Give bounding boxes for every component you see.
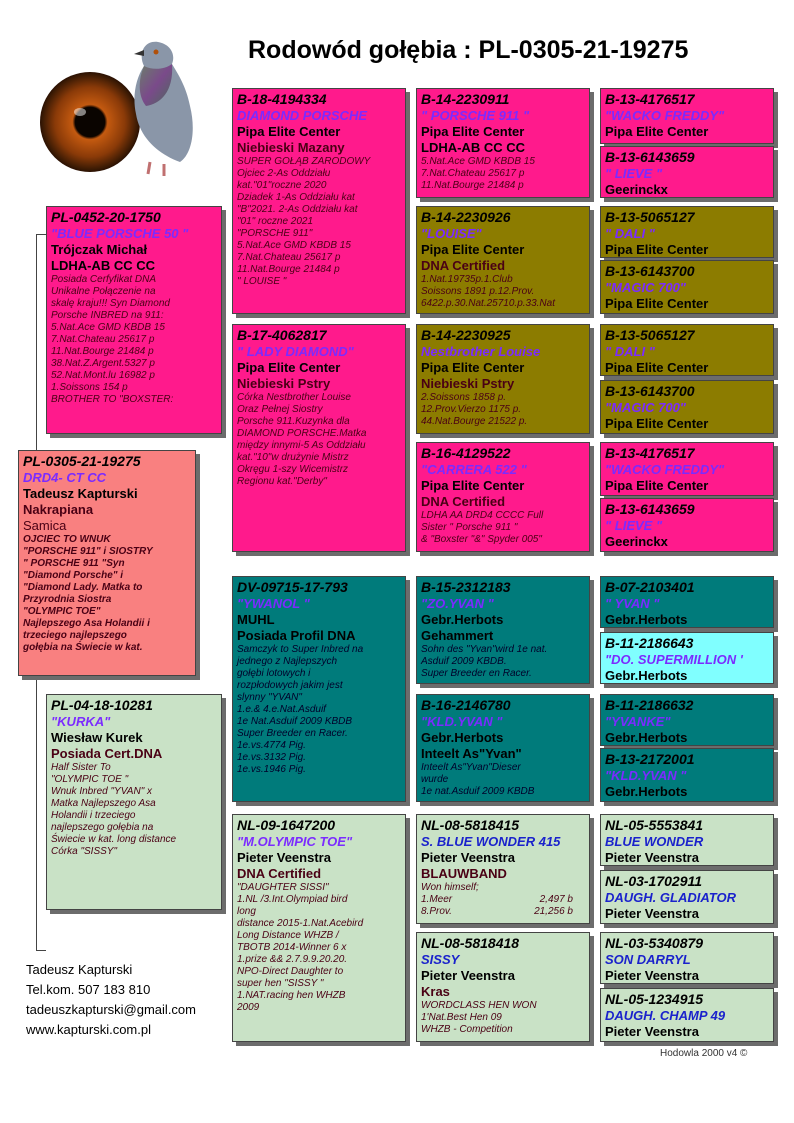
gg-card xyxy=(600,632,774,684)
fff-description: 5.Nat.Ace GMD KBDB 15 7.Nat.Chateau 25617 p 11.Nat.Bourge 21484 p xyxy=(421,156,535,191)
subject-color: Nakrapiana xyxy=(23,502,94,517)
mother-owner: Wiesław Kurek xyxy=(51,730,143,745)
father-description: Posiada Cerfyfikat DNA Unikalne Połączenie na skalę kraju!!! Syn Diamond Porsche INBRED na 911: 5.Nat.Ace GMD KBDB 15 7.Nat.Chateau 25617 p 11.Nat.Bourge 21484 p 38.Nat.Z.Argent.5327 p 52.Nat.Mont.lu 16982 p 1.Soissons 154 p BROTHER TO "BOXSTER: xyxy=(51,274,174,405)
mmf-result-place: 1.Meer xyxy=(421,894,453,905)
fmm-ring: B-16-4129522 xyxy=(421,445,511,461)
mff-description: Sohn des "Yvan"wird 1e nat. Asduif 2009 KBDB. Super Breeder en Racer. xyxy=(421,644,548,679)
ff-ring: B-18-4194334 xyxy=(237,91,327,107)
gg-owner: Pieter Veenstra xyxy=(605,906,699,921)
mm-tag: DNA Certified xyxy=(237,866,322,881)
mmm-description: WORDCLASS HEN WON 1'Nat.Best Hen 09 WHZB - Competition xyxy=(421,1000,537,1035)
mfm-ring: B-16-2146780 xyxy=(421,697,511,713)
gg-owner: Pipa Elite Center xyxy=(605,242,709,257)
father-tag: LDHA-AB CC CC xyxy=(51,258,155,273)
gg-owner: Gebr.Herbots xyxy=(605,668,688,683)
gg-name: " YVAN " xyxy=(605,596,660,611)
subject-description: OJCIEC TO WNUK "PORSCHE 911" i SIOSTRY " PORSCHE 911 "Syn "Diamond Porsche" i "Diamond Lady. Matka to Przyrodnia Siostra "OLYMPIC TOE" Najlepszego Asa Holandii i trzeciego najlepszego gołębia na Świecie w kat. xyxy=(23,534,153,653)
mff-tag: Gehammert xyxy=(421,628,494,643)
gg-ring: NL-03-5340879 xyxy=(605,935,704,951)
gg-name: SON DARRYL xyxy=(605,952,691,967)
gg-owner: Pipa Elite Center xyxy=(605,296,709,311)
subject-ring: PL-0305-21-19275 xyxy=(23,453,141,469)
mff-card xyxy=(416,576,590,684)
subject-name: DRD4- CT CC xyxy=(23,470,107,485)
gg-name: " DALI " xyxy=(605,226,655,241)
fmf-name: Nestbrother Louise xyxy=(421,344,541,359)
mfm-card xyxy=(416,694,590,802)
gg-owner: Pieter Veenstra xyxy=(605,850,699,865)
ff-owner: Pipa Elite Center xyxy=(237,124,341,139)
gg-owner: Geerinckx xyxy=(605,534,668,549)
mm-owner: Pieter Veenstra xyxy=(237,850,331,865)
ffm-ring: B-14-2230926 xyxy=(421,209,511,225)
gg-card xyxy=(600,442,774,496)
gg-card xyxy=(600,324,774,376)
gg-ring: B-13-6143700 xyxy=(605,383,695,399)
gg-card xyxy=(600,814,774,866)
gg-ring: B-11-2186643 xyxy=(605,635,694,651)
gg-card xyxy=(600,498,774,552)
fm-description: Córka Nestbrother Louise Oraz Pełnej Siostry Porsche 911.Kuzynka dla DIAMOND PORSCHE.Matka między innymi-5 As Oddziału kat."10"w drużynie Mistrz Okręgu 1-szy Wicemistrz Regionu kat."Derby" xyxy=(237,392,367,487)
mf-ring: DV-09715-17-793 xyxy=(237,579,348,595)
mf-card xyxy=(232,576,406,802)
gg-name: " LIEVE " xyxy=(605,518,663,533)
mmf-tag: BLAUWBAND xyxy=(421,866,507,881)
mf-tag: Posiada Profil DNA xyxy=(237,628,356,643)
pigeon-eye-logo xyxy=(40,34,200,184)
ff-card xyxy=(232,88,406,314)
ff-tag: Niebieski Mazany xyxy=(237,140,345,155)
father-name: "BLUE PORSCHE 50 " xyxy=(51,226,189,241)
mmf-description: Won himself; xyxy=(421,882,479,893)
fm-card xyxy=(232,324,406,552)
fmm-description: LDHA AA DRD4 CCCC Full Sister " Porsche 911 " & "Boxster "&" Spyder 005" xyxy=(421,510,544,545)
mother-card xyxy=(46,694,222,910)
gg-name: "MAGIC 700" xyxy=(605,400,686,415)
fmm-card xyxy=(416,442,590,552)
mother-name: "KURKA" xyxy=(51,714,111,729)
fmf-tag: Niebieski Pstry xyxy=(421,376,515,391)
gg-ring: NL-05-5553841 xyxy=(605,817,704,833)
fff-name: " PORSCHE 911 " xyxy=(421,108,530,123)
gg-owner: Pipa Elite Center xyxy=(605,478,709,493)
ffm-owner: Pipa Elite Center xyxy=(421,242,525,257)
gg-card xyxy=(600,576,774,628)
father-ring: PL-0452-20-1750 xyxy=(51,209,161,225)
fff-ring: B-14-2230911 xyxy=(421,91,510,107)
gg-owner: Pipa Elite Center xyxy=(605,124,709,139)
footer-version: Hodowla 2000 v4 © xyxy=(660,1048,748,1059)
gg-card xyxy=(600,694,774,746)
gg-ring: B-07-2103401 xyxy=(605,579,695,595)
fmf-card xyxy=(416,324,590,434)
gg-owner: Geerinckx xyxy=(605,182,668,197)
gg-ring: B-13-6143659 xyxy=(605,501,695,517)
subject-sex: Samica xyxy=(23,518,67,533)
gg-ring: B-13-6143659 xyxy=(605,149,695,165)
gg-card xyxy=(600,260,774,314)
mm-card xyxy=(232,814,406,1042)
contact-website[interactable]: www.kapturski.com.pl xyxy=(26,1022,151,1037)
fmf-description: 2.Soissons 1858 p. 12.Prov.Vierzo 1175 p. 44.Nat.Bourge 21522 p. xyxy=(421,392,528,427)
gg-ring: B-13-5065127 xyxy=(605,209,695,225)
gg-name: "MAGIC 700" xyxy=(605,280,686,295)
mmm-owner: Pieter Veenstra xyxy=(421,968,515,983)
gg-name: " DALI " xyxy=(605,344,655,359)
fff-owner: Pipa Elite Center xyxy=(421,124,525,139)
ffm-card xyxy=(416,206,590,314)
gg-ring: B-13-2172001 xyxy=(605,751,695,767)
gg-owner: Pieter Veenstra xyxy=(605,968,699,983)
gg-card xyxy=(600,146,774,198)
gg-name: "YVANKE" xyxy=(605,714,671,729)
gg-card xyxy=(600,206,774,258)
mmf-result-place: 8.Prov. xyxy=(421,906,452,917)
gg-card xyxy=(600,380,774,434)
connector-line xyxy=(36,950,46,951)
ffm-name: "LOUISE" xyxy=(421,226,482,241)
mfm-tag: Inteelt As"Yvan" xyxy=(421,746,522,761)
mmf-card xyxy=(416,814,590,924)
gg-name: BLUE WONDER xyxy=(605,834,704,849)
gg-name: DAUGH. GLADIATOR xyxy=(605,890,736,905)
ff-description: SUPER GOŁĄB ZARODOWY Ojciec 2-As Oddziału kat."01"roczne 2020 Dziadek 1-As Oddziału kat "B"2021. 2-As Oddziału kat "01" roczne 2021 "PORSCHE 911" 5.Nat.Ace GMD KBDB 15 7.Nat.Chateau 25617 p 11.Nat.Bourge 21484 p " LOUISE " xyxy=(237,156,371,287)
father-owner: Trójczak Michał xyxy=(51,242,148,257)
fmm-name: "CARRERA 522 " xyxy=(421,462,527,477)
mmf-result-birds: 21,256 b xyxy=(534,906,573,917)
contact-block xyxy=(26,960,196,1040)
contact-email[interactable]: tadeuszkapturski@gmail.com xyxy=(26,1002,196,1017)
fmf-ring: B-14-2230925 xyxy=(421,327,511,343)
mmm-ring: NL-08-5818418 xyxy=(421,935,520,951)
gg-name: DAUGH. CHAMP 49 xyxy=(605,1008,726,1023)
fmm-owner: Pipa Elite Center xyxy=(421,478,525,493)
mfm-name: "KLD.YVAN " xyxy=(421,714,503,729)
gg-owner: Pipa Elite Center xyxy=(605,360,709,375)
gg-ring: NL-03-1702911 xyxy=(605,873,703,889)
mmf-result-row xyxy=(421,906,585,918)
gg-card xyxy=(600,870,774,924)
mff-owner: Gebr.Herbots xyxy=(421,612,504,627)
mmf-result-birds: 2,497 b xyxy=(539,894,573,905)
mother-description: Half Sister To "OLYMPIC TOE " Wnuk Inbred "YVAN" x Matka Najlepszego Asa Holandii i trzeciego najlepszego gołębia na Świecie w kat. long distance Córka "SISSY" xyxy=(51,762,177,857)
mf-description: Samczyk to Super Inbred na jednego z Najlepszych gołębi lotowych i rozpłodowych jakim jest slynny "YVAN" 1.e.& 4.e.Nat.Asduif 1e Nat.Asduif 2009 KBDB Super Breeder en Racer. 1e.vs.4774 Pig. 1e.vs.3132 Pig. 1e.vs.1946 Pig. xyxy=(237,644,364,775)
mfm-owner: Gebr.Herbots xyxy=(421,730,504,745)
gg-owner: Pipa Elite Center xyxy=(605,416,709,431)
mother-ring: PL-04-18-10281 xyxy=(51,697,153,713)
gg-name: " LIEVE " xyxy=(605,166,663,181)
gg-owner: Gebr.Herbots xyxy=(605,730,688,745)
gg-ring: B-13-5065127 xyxy=(605,327,695,343)
gg-name: "WACKO FREDDY" xyxy=(605,462,725,477)
contact-phone: Tel.kom. 507 183 810 xyxy=(26,982,151,997)
fmf-owner: Pipa Elite Center xyxy=(421,360,525,375)
mmm-name: SISSY xyxy=(421,952,460,967)
mmf-result-row xyxy=(421,894,585,906)
gg-ring: NL-05-1234915 xyxy=(605,991,704,1007)
mm-description: "DAUGHTER SISSI" 1.NL /3.Int.Olympiad bird long distance 2015-1.Nat.Acebird Long Distance WHZB / TBOTB 2014-Winner 6 x 1.prize && 2.7.9.9.20.20. NPO-Direct Daughter to super hen "SISSY " 1.NAT.racing hen WHZB 2009 xyxy=(237,882,364,1013)
mfm-description: Inteelt As"Yvan"Dieser wurde 1e nat.Asduif 2009 KBDB xyxy=(421,762,535,797)
mmm-tag: Kras xyxy=(421,984,450,999)
mmf-ring: NL-08-5818415 xyxy=(421,817,520,833)
mm-ring: NL-09-1647200 xyxy=(237,817,336,833)
gg-name: "WACKO FREDDY" xyxy=(605,108,725,123)
mf-owner: MUHL xyxy=(237,612,275,627)
gg-card xyxy=(600,88,774,144)
mmf-owner: Pieter Veenstra xyxy=(421,850,515,865)
connector-line xyxy=(36,234,46,235)
gg-name: "DO. SUPERMILLION ' xyxy=(605,652,743,667)
gg-name: "KLD.YVAN " xyxy=(605,768,687,783)
gg-card xyxy=(600,748,774,802)
gg-owner: Pieter Veenstra xyxy=(605,1024,699,1039)
page-title: Rodowód gołębia : PL-0305-21-19275 xyxy=(248,36,689,64)
subject-card xyxy=(18,450,196,676)
mff-ring: B-15-2312183 xyxy=(421,579,511,595)
gg-ring: B-13-6143700 xyxy=(605,263,695,279)
mff-name: "ZO.YVAN " xyxy=(421,596,494,611)
father-card xyxy=(46,206,222,434)
fm-tag: Niebieski Pstry xyxy=(237,376,331,391)
mother-tag: Posiada Cert.DNA xyxy=(51,746,163,761)
mmm-card xyxy=(416,932,590,1042)
subject-owner: Tadeusz Kapturski xyxy=(23,486,138,501)
fmm-tag: DNA Certified xyxy=(421,494,506,509)
gg-card xyxy=(600,988,774,1042)
ff-name: DIAMOND PORSCHE xyxy=(237,108,368,123)
gg-ring: B-11-2186632 xyxy=(605,697,694,713)
fm-owner: Pipa Elite Center xyxy=(237,360,341,375)
gg-card xyxy=(600,932,774,984)
fff-card xyxy=(416,88,590,198)
contact-name: Tadeusz Kapturski xyxy=(26,962,133,977)
fm-ring: B-17-4062817 xyxy=(237,327,327,343)
ffm-tag: DNA Certified xyxy=(421,258,506,273)
gg-owner: Gebr.Herbots xyxy=(605,612,688,627)
fff-tag: LDHA-AB CC CC xyxy=(421,140,525,155)
ffm-description: 1.Nat.19735p.1.Club Soissons 1891 p.12.Prov. 6422.p.30.Nat.25710.p.33.Nat xyxy=(421,274,555,309)
mm-name: "M.OLYMPIC TOE" xyxy=(237,834,353,849)
mf-name: "YWANOL " xyxy=(237,596,310,611)
fm-name: " LADY DIAMOND" xyxy=(237,344,354,359)
gg-ring: B-13-4176517 xyxy=(605,91,695,107)
mmf-name: S. BLUE WONDER 415 xyxy=(421,834,561,849)
gg-ring: B-13-4176517 xyxy=(605,445,695,461)
gg-owner: Gebr.Herbots xyxy=(605,784,688,799)
